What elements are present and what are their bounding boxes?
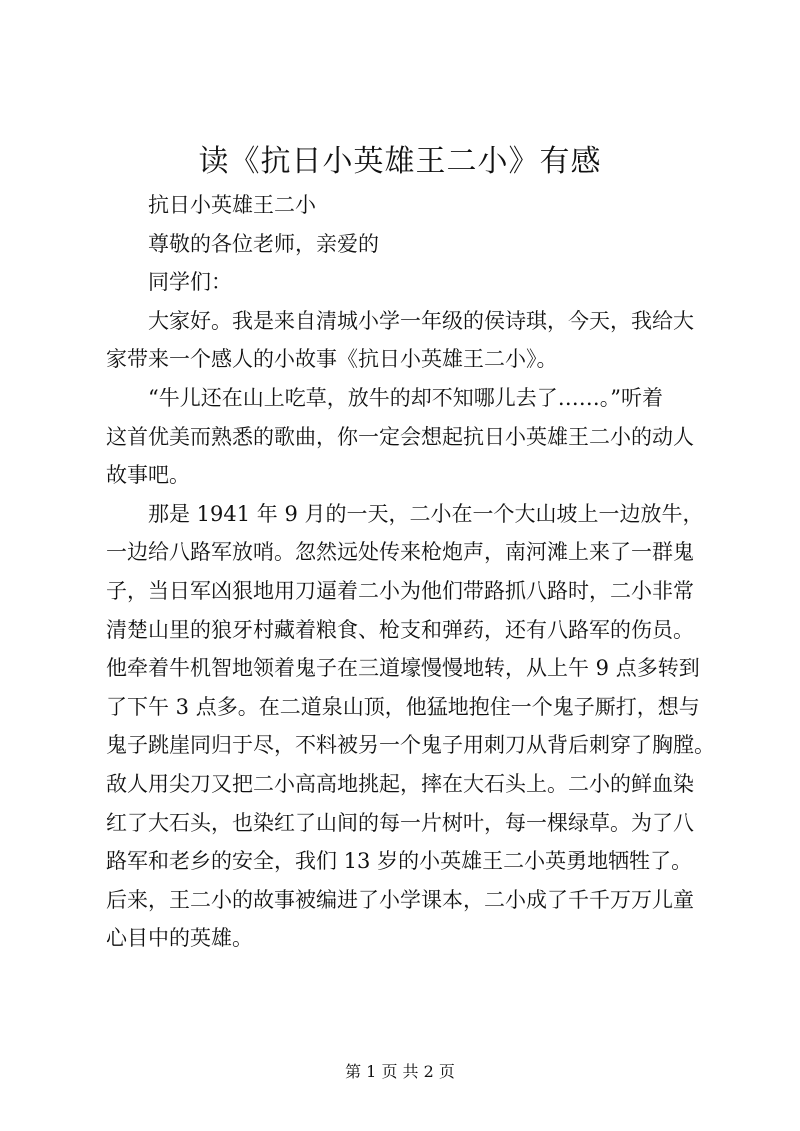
text-line: 红了大石头，也染红了山间的每一片树叶，每一棵绿草。为了八	[106, 810, 694, 835]
text-line: 大家好。我是来自清城小学一年级的侯诗琪，今天，我给大	[148, 308, 694, 333]
text-line: 后来，王二小的故事被编进了小学课本，二小成了千千万万儿童	[106, 887, 694, 912]
text-line: 鬼子跳崖同归于尽，不料被另一个鬼子用刺刀从背后刺穿了胸膛。	[106, 733, 715, 758]
text-line: 他牵着牛机智地领着鬼子在三道壕慢慢地转，从上午 9 点多转到	[106, 656, 700, 681]
text-line: 尊敬的各位老师，亲爱的	[148, 231, 379, 256]
text-line: 了下午 3 点多。在二道泉山顶，他猛地抱住一个鬼子厮打，想与	[106, 694, 700, 719]
text-line: 抗日小英雄王二小	[148, 193, 316, 217]
text-line: 清楚山里的狼牙村藏着粮食、枪支和弹药，还有八路军的伤员。	[106, 617, 694, 642]
page-number-footer: 第 1 页 共 2 页	[345, 1062, 455, 1081]
text-line: 同学们：	[148, 270, 232, 295]
text-line: 一边给八路军放哨。忽然远处传来枪炮声，南河滩上来了一群鬼	[106, 540, 694, 565]
document-title: 读《抗日小英雄王二小》有感	[198, 144, 602, 179]
text-line: 这首优美而熟悉的歌曲，你一定会想起抗日小英雄王二小的动人	[106, 424, 694, 449]
text-line: 故事吧。	[106, 463, 190, 488]
text-line: 路军和老乡的安全，我们 13 岁的小英雄王二小英勇地牺牲了。	[106, 849, 693, 874]
text-line: 心目中的英雄。	[106, 926, 253, 951]
text-line: 那是 1941 年 9 月的一天，二小在一个大山坡上一边放牛，	[148, 501, 704, 526]
text-line: “牛儿还在山上吃草，放牛的却不知哪儿去了……。”听着	[148, 385, 663, 410]
text-line: 家带来一个感人的小故事《抗日小英雄王二小》。	[106, 347, 558, 372]
text-line: 敌人用尖刀又把二小高高地挑起，摔在大石头上。二小的鲜血染	[106, 771, 694, 796]
document-body	[106, 186, 726, 958]
text-line: 子，当日军凶狠地用刀逼着二小为他们带路抓八路时，二小非常	[106, 578, 694, 603]
